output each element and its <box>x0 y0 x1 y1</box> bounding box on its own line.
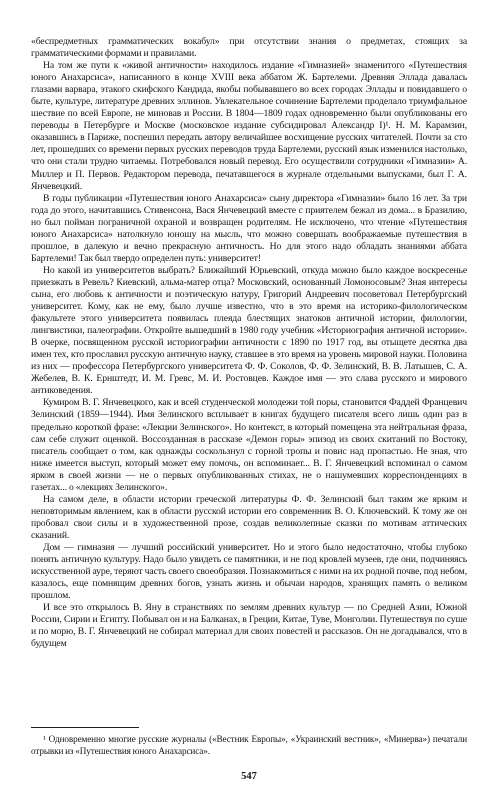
paragraph-1: «беспредметных грамматических вокабул» при отсутствии знания о предметах, стоящих за грамматическими формами и правилами. <box>31 36 467 60</box>
paragraph-2: На том же пути к «живой античности» находилось издание «Гимназией» знаменитого «Путешествия юного Анахарсиса», написанного в конце XVIII века аббатом Ж. Бартелеми. Древняя Эллада давалась глазами варвара, этакого скифского Кандида, якобы побывавшего во всех городах Эллады и повидавшего о быте, культуре, литературе древних эллинов. Увлекательное сочинение Бартелеми проделало триумфальное шествие по всей Европе, не миновав и России. В 1804—1809 годах одновременно были опубликованы его переводы в Петербурге и Москве (московское издание субсидировал Александр I)¹. Н. М. Карамзин, оказавшись в Париже, поспешил передать автору величайшее восхищение русских читателей. Почти за сто лет, прошедших со времени первых русских переводов труда Бартелеми, русский язык изменился настолько, что они стали трудно читаемы. Потребовался новый перевод. Его осуществили сотрудники «Гимназии» А. Миллер и П. Первов. Редактором перевода, печатавшегося в журнале отдельными выпусками, был Г. А. Янчевецкий. <box>31 60 467 192</box>
book-page <box>31 36 467 796</box>
paragraph-4: Но какой из университетов выбрать? Ближайший Юрьевский, откуда можно было каждое воскресенье приезжать в Ревель? Киевский, альма-матер отца? Московский, основанный Ломоносовым? Зная интересы сына, его любовь к античности и поэтическую натуру, Григорий Андреевич посоветовал Петербургский университет. Кому, как не ему, было лучше известно, что в это время на историко-филологическом факультете этого университета появилась плеяда блестящих знатоков античной истории, филологии, лингвистики, палеографии. Откройте вышедший в 1980 году учебник «Историография античной истории». В очерке, посвященном русской историографии античности с 1890 по 1917 год, вы отыщете десятка два имен тех, кто прославил русскую античную науку, ставшее в это время на уровень мировой науки. Половина из них — профессора Петербургского университета Ф. Ф. Соколов, Ф. Ф. Зелинский, В. В. Латышев, С. А. Жебелев, В. К. Ернштедт, И. М. Гревс, М. И. Ростовцев. Каждое имя — это слава русского и мирового антиковедения. <box>31 264 467 397</box>
body-text <box>31 36 467 650</box>
page-number: 547 <box>241 771 257 782</box>
paragraph-3: В годы публикации «Путешествия юного Анахарсиса» сыну директора «Гимназии» было 16 лет. За три года до этого, начитавшись Стивенсона, Вася Янчевецкий вместе с приятелем бежал из дома... в Бразилию, но был пойман пограничной охраной и возвращен родителям. Не исключено, что чтение «Путешествия юного Анахарсиса» натолкнуло юношу на мысль, что можно совершать воображаемые путешествия в прошлое, в далекую и вечно прекрасную античность. Но для этого надо обладать знаниями аббата Бартелеми! Так был твердо определен путь: университет! <box>31 192 467 264</box>
paragraph-7: Дом — гимназия — лучший российский университет. Но и этого было недостаточно, чтобы глубоко понять античную культуру. Надо было увидеть се памятники, и не под кровлей музеев, где они, подчиняясь искусственной ауре, теряют часть своего своеобразия. Познакомиться с ними на их родной почве, под небом, казалось, еще помнящим древних богов, узнать жизнь и обычаи народов, хранящих память о великом прошлом. <box>31 541 467 602</box>
paragraph-5: Кумиром В. Г. Янчевецкого, как и всей студенческой молодежи той поры, становится Фаддей Францевич Зелинский (1859—1944). Имя Зелинского всплывает в книгах будущего писателя всего лишь один раз в предельно короткой фразе: «Лекции Зелинского». Но контекст, в который помещена эта нейтральная фраза, сам себе служит оценкой. Воссозданная в рассказе «Демон горы» эпизод из своих скитаний по Востоку, писатель сообщает о том, как однажды соскользнул с горной тропы и повис над пропастью. Не зная, что нижe имеется выступ, который может ему помочь, он вспоминает... В. Г. Янчевецкий вспоминал о самом ярком в своей жизни — не о первых опубликованных стихах, не о нашумевших корреспонденциях в газетах... о «лекциях Зелинского». <box>31 397 467 493</box>
footnote: ¹ Одновременно многие русские журналы («Вестник Европы», «Украинский вестник», «Минерва») печатали отрывки из «Путешествия юного Анахарсиса». <box>31 734 467 756</box>
footnote-divider <box>31 727 139 728</box>
paragraph-6: На самом деле, в области истории греческой литературы Ф. Ф. Зелинский был таким же ярким и неповторимым явлением, как в области русской истории его современник В. О. Ключевский. К тому же он пробовал свои силы и в художественной прозе, создав великолепные сказки по мотивам аттических сказаний. <box>31 493 467 541</box>
paragraph-8: И все это открылось В. Яну в странствиях по землям древних культур — по Средней Азии, Южной России, Сирии и Египту. Побывал он и на Балканах, в Греции, Китае, Туве, Монголии. Путешествуя по суше и по морю, В. Г. Янчевецкий не собирал материал для своих повестей и рассказов. Он не догадывался, что в будущем <box>31 602 467 650</box>
